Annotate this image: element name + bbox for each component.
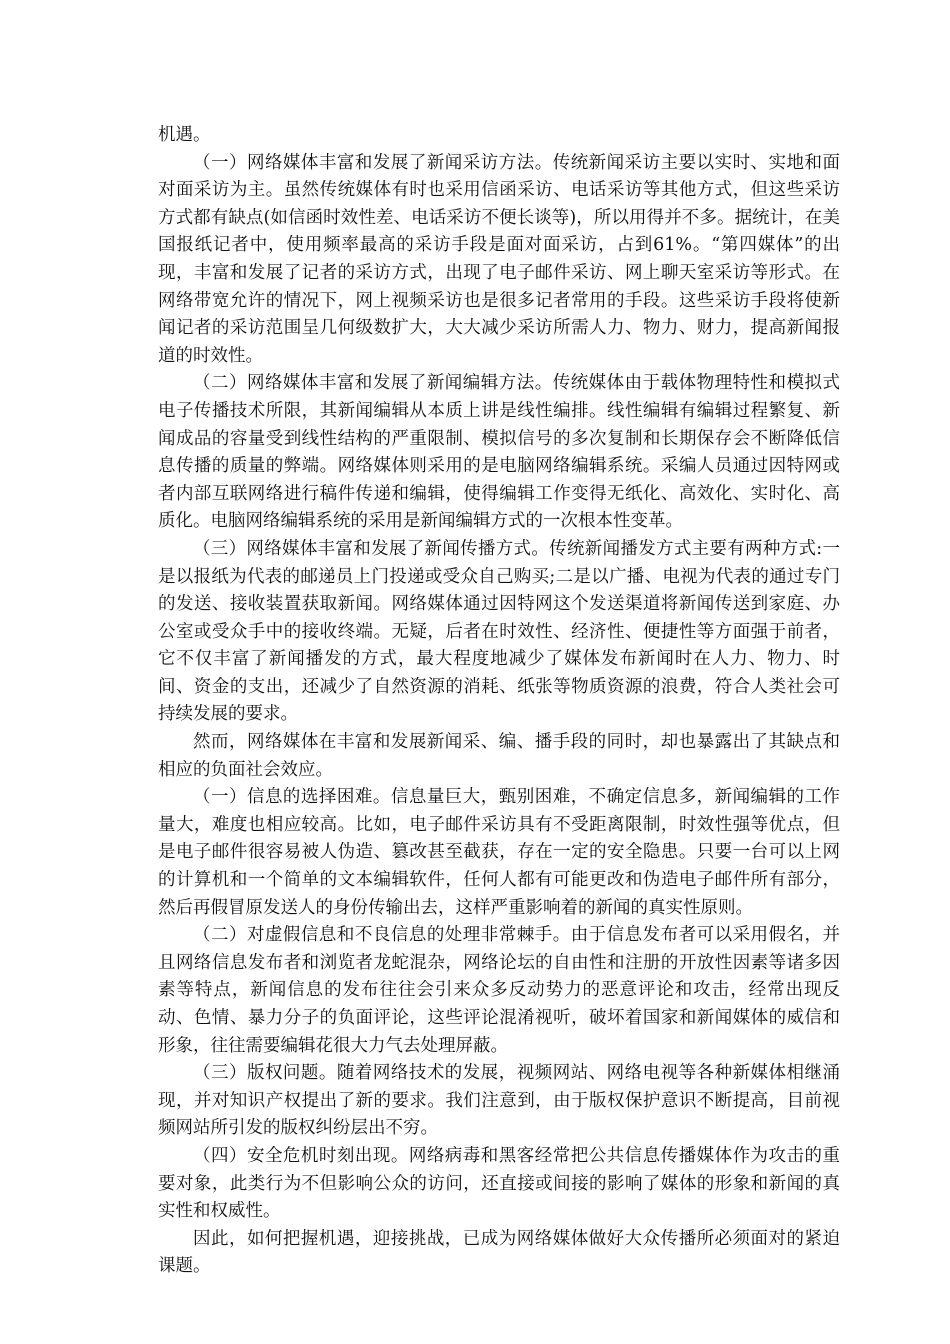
paragraph-information-selection: （一）信息的选择困难。信息量巨大，甄别困难，不确定信息多，新闻编辑的工作量大，难度也相应较高。比如，电子邮件采访具有不受距离限制，时效性强等优点，但是电子邮件很容易被人伪造、篡改甚至截获，存在一定的安全隐患。只要一台可以上网的计算机和一个简单的文本编辑软件，任何人都有可能更改和伪造电子邮件所有部分，然后再假冒原发送人的身份传输出去，这样严重影响着的新闻的真实性原则。 — [158, 787, 840, 918]
paragraph-news-distribution-methods: （三）网络媒体丰富和发展了新闻传播方式。传统新闻播发方式主要有两种方式:一是以报纸为代表的邮递员上门投递或受众自己购买;二是以广播、电视为代表的通过专门的发送、接收装置获取新闻。网络媒体通过因特网这个发送渠道将新闻传送到家庭、办公室或受众手中的接收终端。无疑，后者在时效性、经济性、便捷性等方面强于前者，它不仅丰富了新闻播发的方式，最大程度地减少了媒体发布新闻时在人力、物力、时间、资金的支出，还减少了自然资源的消耗、纸张等物质资源的浪费，符合人类社会可持续发展的要求。 — [158, 538, 840, 725]
paragraph-false-information: （二）对虚假信息和不良信息的处理非常棘手。由于信息发布者可以采用假名，并且网络信息发布者和浏览者龙蛇混杂，网络论坛的自由性和注册的开放性因素等诸多因素等特点，新闻信息的发布往往会引来众多反动势力的恶意评论和攻击，经常出现反动、色情、暴力分子的负面评论，这些评论混淆视听，破坏着国家和新闻媒体的威信和形象，往往需要编辑花很大力气去处理屏蔽。 — [158, 925, 840, 1056]
paragraph-continuation: 机遇。 — [158, 125, 211, 145]
paragraph-transition-negative-effects: 然而，网络媒体在丰富和发展新闻采、编、播手段的同时，却也暴露出了其缺点和相应的负面社会效应。 — [158, 732, 840, 780]
paragraph-news-interview-methods: （一）网络媒体丰富和发展了新闻采访方法。传统新闻采访主要以实时、实地和面对面采访为主。虽然传统媒体有时也采用信函采访、电话采访等其他方式，但这些采访方式都有缺点(如信函时效性差、电话采访不便长谈等)，所以用得并不多。据统计，在美国报纸记者中，使用频率最高的采访手段是面对面采访，占到61%。“第四媒体”的出现，丰富和发展了记者的采访方式，出现了电子邮件采访、网上聊天室采访等形式。在网络带宽允许的情况下，网上视频采访也是很多记者常用的手段。这些采访手段将使新闻记者的采访范围呈几何级数扩大，大大减少采访所需人力、物力、财力，提高新闻报道的时效性。 — [158, 152, 840, 366]
paragraph-security-crisis: （四）安全危机时刻出现。网络病毒和黑客经常把公共信息传播媒体作为攻击的重要对象，此类行为不但影响公众的访问，还直接或间接的影响了媒体的形象和新闻的真实性和权威性。 — [158, 1145, 840, 1222]
paragraph-conclusion: 因此，如何把握机遇，迎接挑战，已成为网络媒体做好大众传播所必须面对的紧迫课题。 — [158, 1228, 840, 1277]
document-body — [158, 122, 840, 1281]
paragraph-news-editing-methods: （二）网络媒体丰富和发展了新闻编辑方法。传统媒体由于载体物理特性和模拟式电子传播技术所限，其新闻编辑从本质上讲是线性编排。线性编辑有编辑过程繁复、新闻成品的容量受到线性结构的严重限制、模拟信号的多次复制和长期保存会不断降低信息传播的质量的弊端。网络媒体则采用的是电脑网络编辑系统。采编人员通过因特网或者内部互联网络进行稿件传递和编辑，使得编辑工作变得无纸化、高效化、实时化、高质化。电脑网络编辑系统的采用是新闻编辑方式的一次根本性变革。 — [158, 373, 840, 532]
paragraph-copyright: （三）版权问题。随着网络技术的发展，视频网站、网络电视等各种新媒体相继涌现，并对知识产权提出了新的要求。我们注意到，由于版权保护意识不断提高，目前视频网站所引发的版权纠纷层出不穷。 — [158, 1063, 840, 1139]
